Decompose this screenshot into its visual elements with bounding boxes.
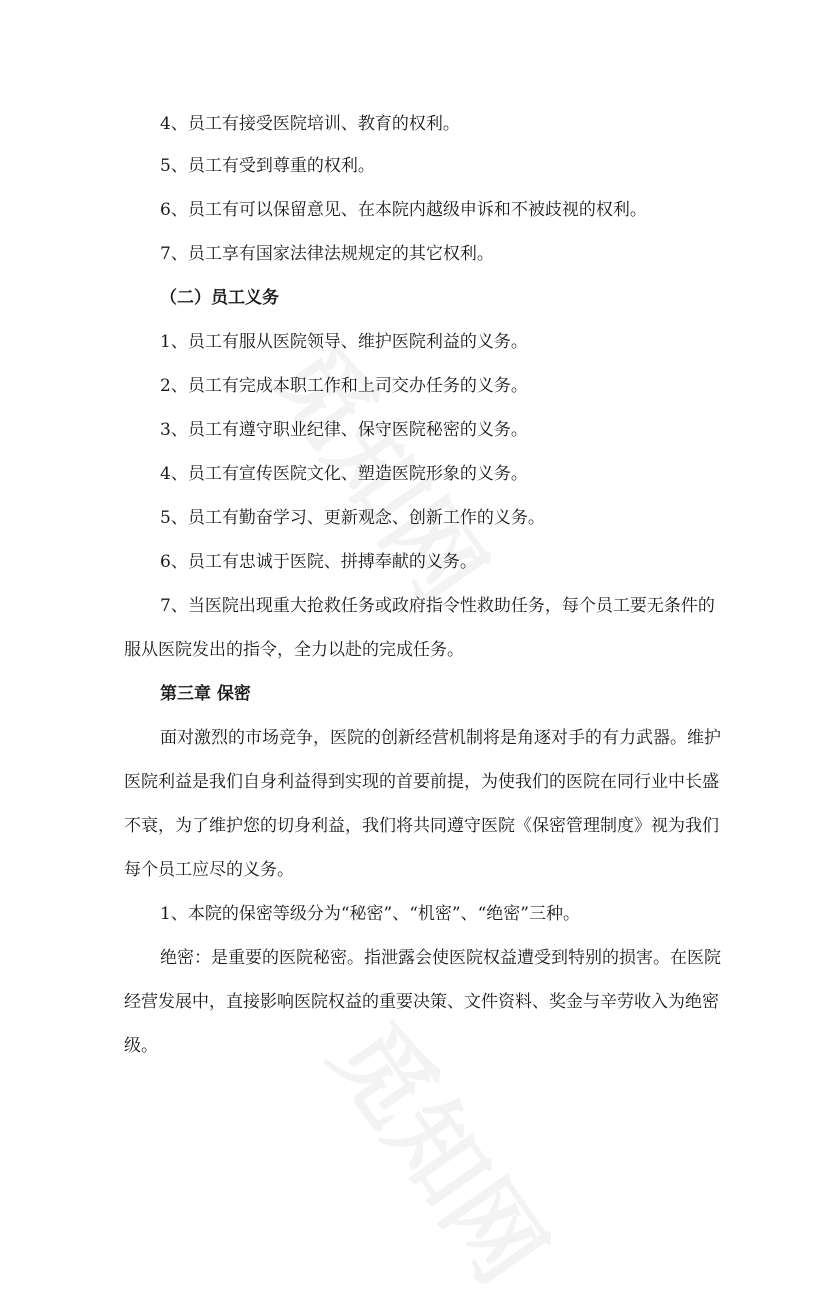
paragraph-right-6: 6、员工有可以保留意见、在本院内越级申诉和不被歧视的权利。 — [160, 200, 647, 220]
paragraph-top-secret-line3: 级。 — [124, 1036, 158, 1056]
paragraph-levels: 1、本院的保密等级分为“秘密”、“机密”、“绝密”三种。 — [160, 904, 580, 924]
section-heading-duties: （二）员工义务 — [160, 288, 279, 308]
paragraph-duty-7-line2: 服从医院发出的指令，全力以赴的完成任务。 — [124, 640, 464, 660]
paragraph-top-secret-line2: 经营发展中，直接影响医院权益的重要决策、文件资料、奖金与辛劳收入为绝密 — [124, 992, 719, 1012]
paragraph-intro-line2: 医院利益是我们自身利益得到实现的首要前提，为使我们的医院在同行业中长盛 — [124, 772, 719, 792]
paragraph-right-4: 4、员工有接受医院培训、教育的权利。 — [160, 114, 460, 134]
paragraph-intro-line1: 面对激烈的市场竞争，医院的创新经营机制将是角逐对手的有力武器。维护 — [160, 728, 721, 748]
paragraph-duty-6: 6、员工有忠诚于医院、拼搏奉献的义务。 — [160, 552, 477, 572]
paragraph-duty-4: 4、员工有宣传医院文化、塑造医院形象的义务。 — [160, 464, 528, 484]
paragraph-top-secret-line1: 绝密：是重要的医院秘密。指泄露会使医院权益遭受到特别的损害。在医院 — [160, 948, 721, 968]
paragraph-duty-2: 2、员工有完成本职工作和上司交办任务的义务。 — [160, 376, 528, 396]
paragraph-duty-7-line1: 7、当医院出现重大抢救任务或政府指令性救助任务，每个员工要无条件的 — [160, 596, 715, 616]
paragraph-right-7: 7、员工享有国家法律法规规定的其它权利。 — [160, 244, 494, 264]
paragraph-duty-1: 1、员工有服从医院领导、维护医院利益的义务。 — [160, 332, 528, 352]
paragraph-right-5: 5、员工有受到尊重的权利。 — [160, 156, 375, 176]
paragraph-intro-line4: 每个员工应尽的义务。 — [124, 860, 294, 880]
paragraph-duty-5: 5、员工有勤奋学习、更新观念、创新工作的义务。 — [160, 508, 545, 528]
paragraph-duty-3: 3、员工有遵守职业纪律、保守医院秘密的义务。 — [160, 420, 528, 440]
paragraph-intro-line3: 不衰，为了维护您的切身利益，我们将共同遵守医院《保密管理制度》视为我们 — [124, 816, 719, 836]
chapter-heading-confidentiality: 第三章 保密 — [160, 684, 251, 704]
